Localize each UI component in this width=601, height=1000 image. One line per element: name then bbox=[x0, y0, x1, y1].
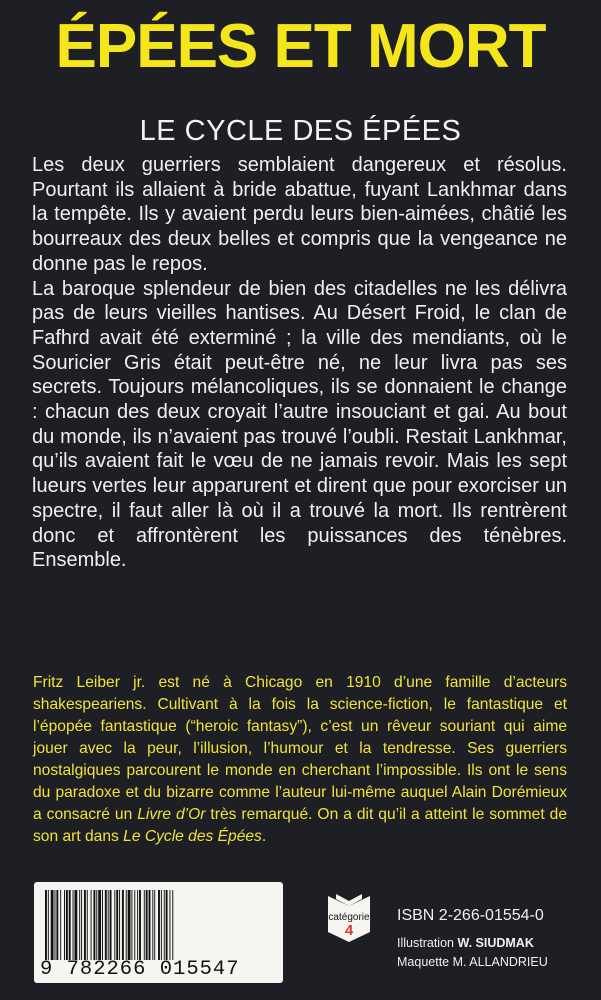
blurb-paragraph-1: Les deux guerriers semblaient dangereux et résolus. Pourtant ils allaient à bride abattue, fuyant Lankhmar dans la tempête. Ils y avaient perdu leurs bien-aimées, châtié les bourreaux des deux belles et compris que la vengeance ne donne pas le repos. bbox=[32, 154, 567, 275]
series-subtitle: LE CYCLE DES ÉPÉES bbox=[139, 115, 462, 147]
bio-book-title-2: Le Cycle des Épées bbox=[123, 828, 262, 845]
isbn: ISBN 2-266-01554-0 bbox=[397, 907, 544, 924]
barcode-box bbox=[34, 882, 283, 983]
author-bio-paragraph bbox=[33, 672, 567, 848]
blurb-text bbox=[32, 153, 567, 573]
illustration-credit bbox=[397, 935, 534, 951]
bio-text-1: Fritz Leiber jr. est né à Chicago en 1910 d’une famille d’acteurs shakespeariens. Cultivant à la fois la science-fiction, le fantastique et l’épopée fantastique (“heroic fantasy”), c’est un rêveur souriant qui aime jouer avec la peur, l’illusion, l’humour et la tendresse. Ses guerriers nostalgiques parcourent le monde en cherchant l’impossible. Ils ont le sens du paradoxe et du bizarre comme l’auteur lui-même auquel Alain Dorémieux a consacré un bbox=[33, 674, 567, 823]
book-title: ÉPÉES ET MORT bbox=[55, 12, 546, 81]
blurb-paragraph-2: La baroque splendeur de bien des citadelles ne les délivra pas de leurs vieilles hantises. Au Désert Froid, le clan de Fafhrd avait été exterminé ; la ville des mendiants, où le Souricier Gris était peut-être né, ne leur livra pas ses secrets. Toujours mélancoliques, ils se donnaient le change : chacun des deux croyait l’autre insouciant et gai. Au bout du monde, ils n’avaient pas trouvé l’oubli. Restait Lankhmar, qu’ils avaient fait le vœu de ne jamais revoir. Mais les sept lueurs vertes leur apparurent et dirent que pour exorciser un spectre, il faut aller là où il a trouvé la mort. Ils rentrèrent donc et affrontèrent les puissances des ténèbres. Ensemble. bbox=[32, 277, 567, 572]
barcode-graphic bbox=[44, 890, 272, 960]
bio-book-title-1: Livre d’Or bbox=[137, 806, 206, 823]
bio-text-3: . bbox=[261, 828, 267, 845]
illustration-label: Illustration bbox=[397, 936, 454, 950]
illustration-artist: W. SIUDMAK bbox=[457, 936, 534, 950]
maquette-credit: Maquette M. ALLANDRIEU bbox=[397, 955, 548, 969]
author-bio bbox=[33, 672, 567, 848]
barcode-digits: 9 782266 015547 bbox=[40, 958, 240, 981]
category-number: 4 bbox=[344, 922, 354, 939]
category-label: catégorie bbox=[328, 912, 370, 923]
bio-text-2: très remarqué. On a dit qu’il a atteint le sommet de son art dans bbox=[33, 806, 567, 845]
